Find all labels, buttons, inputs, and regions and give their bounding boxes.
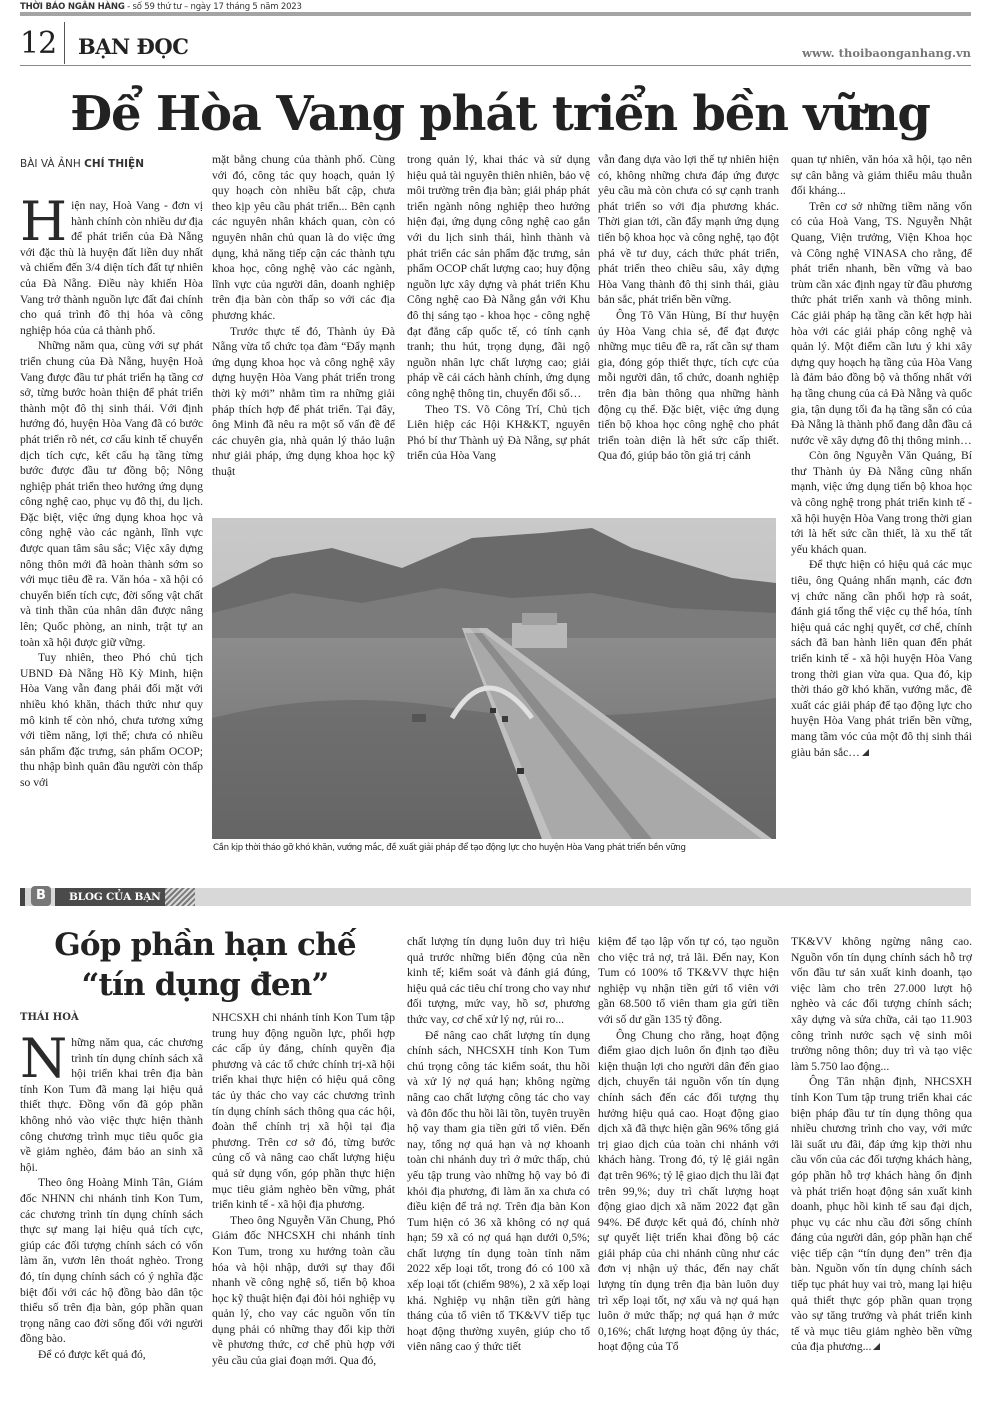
header-rule: [20, 65, 971, 66]
article-column-5: [791, 152, 972, 760]
paragraph: Trước thực tế đó, Thành ủy Đà Nẵng vừa tổ chức tọa đàm “Đẩy mạnh ứng dụng khoa học và công nghệ xây dựng huyện Hòa Vang phát triển trong thời kỳ mới” nhằm tìm ra những giải pháp thích hợp để phát triển. Tại đây, ông Minh đã nêu ra một số vấn đề để các chuyên gia, nhà quản lý thảo luận như giải pháp, ứng dụng khoa học kỹ thuật: [212, 324, 395, 478]
paragraph: Còn ông Nguyễn Văn Quảng, Bí thư Thành ủy Đà Nẵng cũng nhấn mạnh, việc ứng dụng tiến bộ khoa học và công nghệ trong phát triển kinh tế - xã hội huyện Hòa Vang trong thời gian tới là hết sức cần thiết, là xu thế tất yếu khách quan.: [791, 449, 972, 556]
paragraph: [791, 557, 972, 760]
paragraph-text: hững năm qua, các chương trình tín dụng chính sách xã hội triển khai trên địa bàn tỉnh Kon Tum đã mang lại hiệu quả thiết thực. Đồng vốn đã góp phần không nhỏ vào việc thực hiện thành công chương trình mục tiêu quốc gia về giảm nghèo, đảm bảo an sinh xã hội.: [20, 1036, 203, 1174]
paragraph: TK&VV không ngừng nâng cao. Nguồn vốn tín dụng chính sách hỗ trợ vốn đầu tư sản xuất kinh doanh, tạo việc làm cho trên 27.000 lượt hộ nghèo và các đối tượng chính sách; xây dựng và sửa chữa, cải tạo 11.903 công trình nước sạch vệ sinh môi trường nông thôn; duy trì và tạo việc làm 5.750 lao động...: [791, 935, 972, 1073]
paragraph: [20, 190, 203, 338]
highway-landscape-image: [212, 518, 776, 839]
paragraph: Ông Tô Văn Hùng, Bí thư huyện ủy Hòa Vang chia sẻ, để đạt được những mục tiêu đề ra, rất cần sự tham gia, đóng góp thiết thực, tích cực của mỗi người dân, tổ chức, doanh nghiệp trên địa bàn thông qua những hành động cụ thể. Đặc biệt, việc ứng dụng tiến bộ khoa học công nghệ cho phát triển toàn diện là hết sức cấp thiết. Qua đó, giúp bảo tồn giá trị cảnh: [598, 308, 779, 463]
blog-byline: THÁI HOÀ: [20, 1012, 79, 1023]
byline-prefix: BÀI VÀ ẢNH: [20, 158, 85, 170]
article-column-4: [598, 152, 779, 464]
blogger-icon: B: [31, 886, 51, 906]
article-column-3: [407, 152, 590, 464]
blog-column-5: [791, 934, 972, 1355]
paragraph: trong quản lý, khai thác và sử dụng hiệu quả tài nguyên thiên nhiên, bảo vệ môi trường trên địa bàn; giải pháp phát triển ngành nông nghiệp theo hướng hiện đại, ứng dụng công nghệ cao gắn với du lịch sinh thái, hình thành và phát triển các sản phẩm đặc trưng, sản phẩm OCOP chất lượng cao; huy động nguồn lực xây dựng và phát triển Khu Công nghệ cao Đà Nẵng gắn với Khu đô thị sáng tạo - khoa học - công nghệ đạt đẳng cấp quốc tế, có tính cạnh tranh; thu hút, trọng dụng, đãi ngộ nguồn nhân lực chất lượng cao; giải pháp về cải cách hành chính, ứng dụng công nghệ thông tin, chuyển đổi số…: [407, 153, 590, 400]
paragraph-text: iện nay, Hoà Vang - đơn vị hành chính còn nhiều dư địa để phát triển của Đà Nẵng với đặc thù là huyện đất liền duy nhất và chiếm đến 3/4 diện tích đất tự nhiên của Đà Nẵng. Điều này khiến Hòa Vang trở thành nguồn lực đất đai chính cho quá trình đô thị hóa và công nghiệp hóa của cả thành phố.: [20, 199, 203, 337]
blog-column-4: [598, 934, 779, 1355]
blog-section-stripe: [165, 888, 195, 906]
drop-cap: N: [20, 1027, 68, 1090]
article-photo: [212, 518, 776, 839]
paragraph: NHCSXH chi nhánh tỉnh Kon Tum tập trung huy động nguồn lực, phối hợp các cấp ủy đảng, chính quyền địa phương và các tổ chức chính trị-xã hội triển khai thực hiện có hiệu quả công tác ủy thác cho vay các chương trình tín dụng chính sách thông qua các hội, đoàn thể chính trị xã hội tại địa phương. Trên cơ sở đó, từng bước củng cố và nâng cao chất lượng hiệu quả sử dụng vốn, góp phần thực hiện mục tiêu giảm nghèo bền vững, phát triển kinh tế - xã hội địa phương.: [212, 1011, 395, 1212]
paragraph: Tuy nhiên, theo Phó chủ tịch UBND Đà Nẵng Hồ Kỳ Minh, hiện Hòa Vang vẫn đang phải đối mặt với nhiều khó khăn, thách thức như quy mô kinh tế còn nhỏ, chưa tương xứng với tiềm năng, lợi thế; chưa có nhiều sản phẩm đặc trưng, sản phẩm OCOP; thu nhập bình quân đầu người còn thấp so với: [20, 651, 203, 789]
paragraph: Theo ông Hoàng Minh Tân, Giám đốc NHNN chi nhánh tỉnh Kon Tum, các chương trình tín dụng chính sách thực sự mang lại hiệu quả tích cực, giúp các đối tượng chính sách có vốn làm ăn, vươn lên thoát nghèo. Trong đó, tín dụng chính sách có ý nghĩa đặc biệt đối với các hộ đồng bào dân tộc thiểu số trên địa bàn, góp phần quan trọng nâng cao đời sống đối với người đồng bào.: [20, 1176, 203, 1346]
paragraph: Để nâng cao chất lượng tín dụng chính sách, NHCSXH tỉnh Kon Tum chú trọng công tác kiểm soát, thu hồi và xử lý nợ quá hạn; không ngừng nâng cao chất lượng công tác cho vay và đôn đốc thu hồi lãi tồn, tuyên truyền hộ vay tham gia tiền gửi tổ viên. Đến nay, tổng nợ quá hạn và nợ khoanh toàn chi nhánh duy trì ở mức thấp, chủ yếu tập trung vào những hộ vay bỏ đi khỏi địa phương, đi làm ăn xa chưa có điều kiện để trả nợ. Trên địa bàn Kon Tum hiện có 36 xã không có nợ quá hạn; 59 xã có nợ quá hạn dưới 0,5%; chất lượng tín dụng toàn tỉnh năm 2022 xếp loại tốt, trong đó có 100 xã xếp loại tốt (chiếm 98%), 2 xã xếp loại khá. Nghiệp vụ nhận tiền gửi hàng tháng của tổ viên tổ TK&VV tiếp tục hoạt động thường xuyên, giúp cho tổ viên nâng cao ý thức tiết: [407, 1028, 590, 1354]
blog-headline: [20, 925, 390, 1005]
blog-section-marker: [20, 888, 25, 906]
paragraph: Để có được kết quả đó,: [38, 1347, 146, 1361]
paragraph: vẫn đang dựa vào lợi thế tự nhiên hiện có, không những chưa đáp ứng được yêu cầu mà còn chưa có sự cạnh tranh phát triển so với địa phương khác. Thời gian tới, cần đẩy mạnh ứng dụng tiến bộ khoa học và công nghệ, tạo đột phá về tư duy, cách thức phát triển, phát triển theo chiều sâu, xây dựng Hòa Vang thành đô thị sinh thái, giàu bản sắc, phát triển bền vững.: [598, 153, 779, 307]
photo-caption: Cần kịp thời tháo gỡ khó khăn, vướng mắc, đề xuất giải pháp để tạo động lực cho huyện Hòa Vang phát triển bền vững: [213, 843, 686, 853]
paragraph: quan tự nhiên, văn hóa xã hội, tạo nên sự cân bằng và giảm thiểu mâu thuẫn đối kháng...: [791, 153, 972, 198]
blog-headline-line-2: “tín dụng đen”: [81, 967, 329, 1003]
issue-info: - số 59 thứ tư – ngày 17 tháng 5 năm 2023: [124, 2, 302, 12]
drop-cap: H: [20, 190, 68, 253]
blog-column-3: [407, 934, 590, 1355]
blog-section-label: [55, 888, 165, 906]
paragraph: chất lượng tín dụng luôn duy trì hiệu quả trước những biến động của nền kinh tế; kiểm soát và đánh giá đúng, hiệu quả các tiêu chí trong cho vay như đối tượng, mức vay, hồ sơ, phương thức vay, cơ chế xử lý nợ, rủi ro...: [407, 935, 590, 1026]
header-divider: [64, 22, 65, 64]
section-title: BẠN ĐỌC: [78, 34, 189, 59]
paragraph: Ông Chung cho rằng, hoạt động điểm giao dịch luôn ổn định tạo điều kiện thuận lợi cho người dân đến giao dịch, chuyển tải nguồn vốn tín dụng chính sách đến các đối tượng thụ hưởng hiệu quả cao. Hoạt động giao dịch xã đã thực hiện gần 96% tổng giá trị giao dịch của toàn chi nhánh với khách hàng. Trong đó, tỷ lệ giải ngân đạt trên 96%; tỷ lệ giao dịch thu lãi đạt trên 99,%; duy trì chất lượng hoạt động giao dịch xã năm 2022 đạt gần 94%. Để được kết quả đó, chính nhờ sự quyết liệt triển khai đồng bộ các giải pháp của chi nhánh cũng như các đơn vị nhận uỷ thác, đến nay chất lượng tín dụng trên địa bàn luôn duy trì xếp loại tốt, nợ xấu và nợ quá hạn luôn ở mức thấp; nợ quá hạn ở mức 0,16%; chất lượng hoạt động ủy thác, hoạt động của Tổ: [598, 1028, 779, 1354]
website-link[interactable]: www. thoibaonganhang.vn: [802, 46, 971, 60]
page-number: 12: [20, 26, 57, 61]
paragraph-text: Để thực hiện có hiệu quả các mục tiêu, ông Quảng nhấn mạnh, các đơn vị chức năng cần phối hợp rà soát, đánh giá tổng thể việc cụ thể hóa, tính hiệu quả các nghị quyết, cơ chế, chính sách đã ban hành liên quan đến phát triển kinh tế - xã hội huyện Hòa Vang trong thời gian vừa qua. Qua đó, kịp thời tháo gỡ khó khăn, vướng mắc, đề xuất các giải pháp để tạo động lực cho huyện Hòa Vang phát triển bền vững, mang tầm vóc của một đô thị sinh thái giàu bản sắc…: [791, 558, 972, 759]
publication-name: THỜI BÁO NGÂN HÀNG: [20, 2, 125, 12]
blog-column-2: [212, 1010, 395, 1369]
article-byline: [20, 158, 144, 170]
paragraph: Những năm qua, cùng với sự phát triển chung của Đà Nẵng, huyện Hoà Vang được đầu tư phát triển hạ tầng cơ sở, từng bước hoàn thiện để phát triển thành một đô thị sinh thái. Với định hướng đó, huyện Hòa Vang đã có bước phát triển rõ nét, cơ cấu kinh tế chuyển dịch tích cực, kết cấu hạ tầng từng bước được đầu tư đồng bộ; Nông nghiệp phát triển theo hướng ứng dụng công nghệ cao, phục vụ đô thị, du lịch. Đặc biệt, việc ứng dụng khoa học và công nghệ vào các ngành, lĩnh vực được quan tâm sâu sắc; Việc xây dựng nông thôn mới đã hoàn thành sớm so với mục tiêu đề ra. Văn hóa - xã hội có chuyển biến tích cực, đời sống vật chất và tinh thần của nhân dân được nâng lên; Quốc phòng, an ninh, trật tự an toàn xã hội được giữ vững.: [20, 339, 203, 649]
blog-headline-line-1: Góp phần hạn chế: [54, 927, 356, 963]
paragraph: [791, 1074, 972, 1355]
article-column-2: [212, 152, 395, 479]
end-mark-icon: [873, 1343, 880, 1350]
byline-author: CHÍ THIỆN: [84, 158, 144, 170]
article-headline: Để Hòa Vang phát triển bền vững: [70, 86, 930, 142]
paragraph: [20, 1027, 203, 1175]
paragraph: Theo ông Nguyễn Văn Chung, Phó Giám đốc NHCSXH chi nhánh tỉnh Kon Tum, trong xu hướng toàn cầu hóa và hội nhập, dưới sự thay đổi nhanh về công nghệ số, tiến bộ khoa học kỹ thuật hiện đại đòi hỏi nghiệp vụ quản lý, cho vay các nguồn vốn tín dụng phải có những thay đổi kịp thời về phương thức, cơ chế phù hợp với yêu cầu của giai đoạn mới. Qua đó,: [212, 1213, 395, 1368]
paragraph: Theo TS. Võ Công Trí, Chủ tịch Liên hiệp các Hội KH&KT, nguyên Phó bí thư Thành uỷ Đà Nẵng, sự phát triển của Hòa Vang: [407, 402, 590, 463]
blog-column-1: [20, 1027, 203, 1362]
paragraph: mặt bằng chung của thành phố. Cùng với đó, công tác quy hoạch, quản lý quy hoạch còn nhiều bất cập, chưa theo kịp yêu cầu phát triển... Bên cạnh các nguyên nhân khách quan, còn có nguyên nhân chủ quan là do việc ứng dụng, khả năng tiếp cận các thành tựu khoa học, công nghệ vào các ngành, lĩnh vực của người dân, doanh nghiệp trên địa bàn còn thấp so với các địa phương khác.: [212, 153, 395, 322]
paragraph: Trên cơ sở những tiềm năng vốn có của Hoà Vang, TS. Nguyễn Nhật Quang, Viện trưởng, Viện Khoa học và Công nghệ VINASA cho rằng, để phát triển nhanh, bền vững và bao trùm cần xác định ngay từ đầu phương thức phát triển xanh và thông minh. Các giải pháp hạ tầng cần kết hợp hài hòa với các giải pháp công nghệ và quản lý. Một điểm cần lưu ý khi xây dựng quy hoạch hạ tầng của Hòa Vang là đảm bảo đồng bộ và thống nhất với hạ tầng chung của cả Đà Nẵng và quốc gia, tận dụng tối đa hạ tầng sẵn có của Đà Nẵng là thành phố đang dẫn đầu cả nước về xây dựng đô thị thông minh…: [791, 199, 972, 447]
blog-section-title: BLOG CỦA BẠN: [69, 891, 161, 903]
paragraph-text: Ông Tân nhận định, NHCSXH tỉnh Kon Tum tập trung triển khai các biện pháp đầu tư tín dụng thông qua nhiều chương trình cho vay, với mức lãi suất ưu đãi, đáp ứng kịp thời nhu cầu vốn của các đối tượng khách hàng, góp phần hỗ trợ khách hàng ổn định và phát triển hoạt động sản xuất kinh doanh, phục hồi kinh tế sau đại dịch, phục vụ các nhu cầu đời sống chính đáng của người dân, góp phần hạn chế việc tiếp cận “tín dụng đen” trên địa bàn. Nguồn vốn tín dụng chính sách tiếp tục phát huy vai trò, mang lại hiệu quả thiết thực góp phần quan trọng vào sự tăng trưởng và phát triển kinh tế và mục tiêu giảm nghèo bền vững của địa phương...: [791, 1075, 972, 1354]
article-column-1: [20, 190, 203, 791]
masthead: [20, 2, 302, 12]
end-mark-icon: [862, 749, 869, 756]
top-rule: [20, 12, 971, 16]
paragraph: kiệm để tạo lập vốn tự có, tạo nguồn cho việc trả nợ, trả lãi. Đến nay, Kon Tum có 100% tổ TK&VV thực hiện nghiệp vụ nhận tiền gửi tổ viên với gần 68.500 tổ viên tham gia gửi tiền với số dư gần 135 tỷ đồng.: [598, 935, 779, 1026]
